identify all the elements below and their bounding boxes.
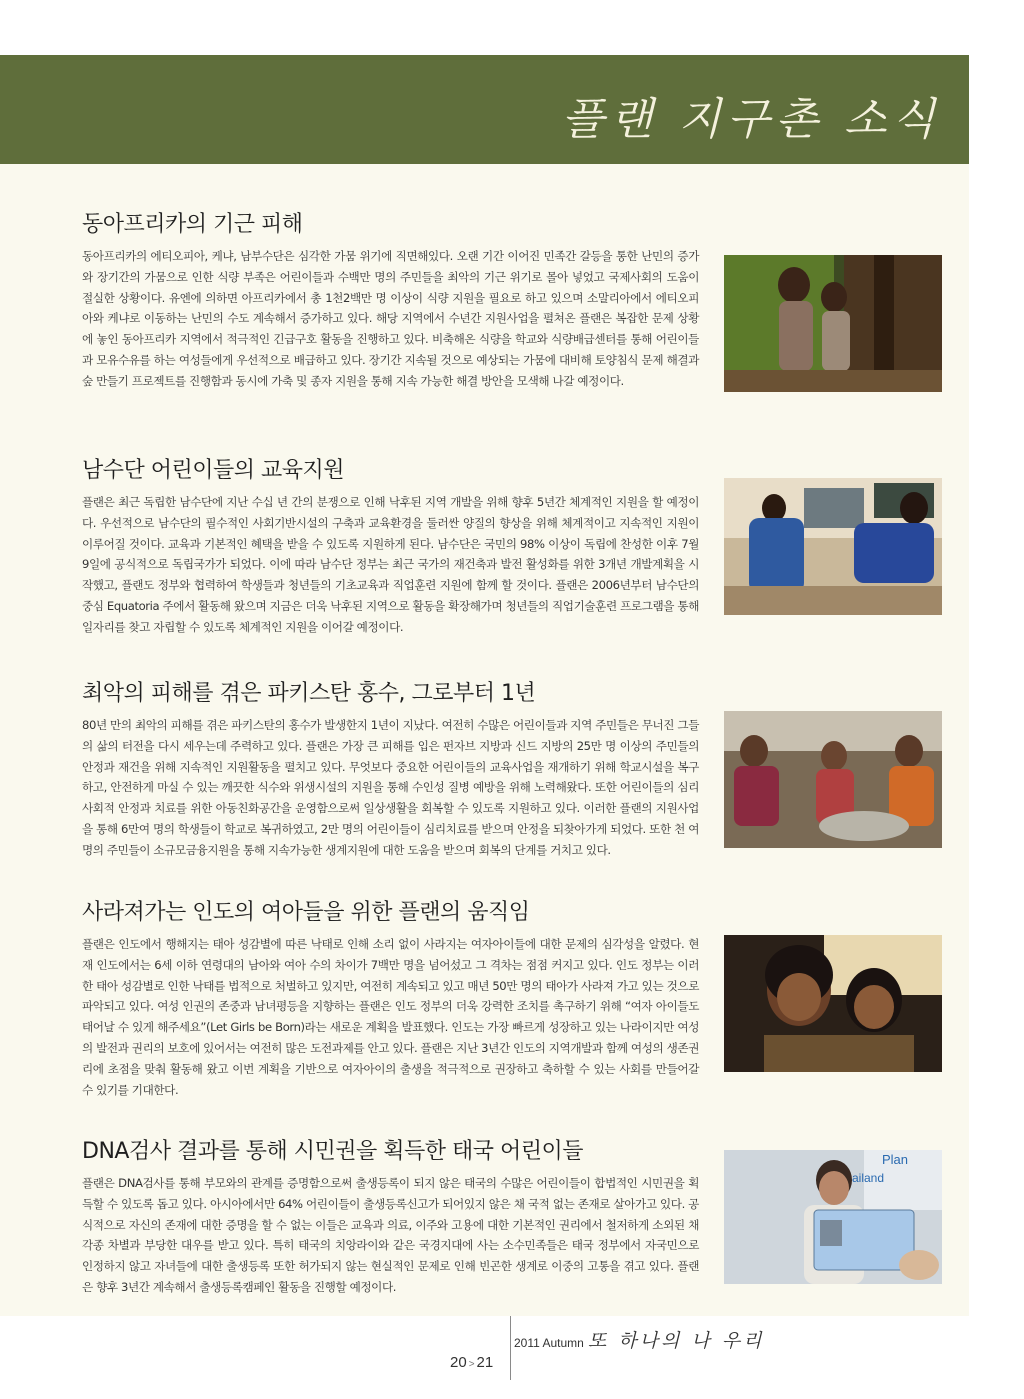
article-title: DNA검사 결과를 통해 시민권을 획득한 태국 어린이들 [82,1139,583,1164]
magazine-name: 또 하나의 나 우리 [587,1330,765,1352]
magazine-issue [514,1326,764,1353]
article-body: 80년 만의 최악의 피해를 겪은 파키스탄의 홍수가 발생한지 1년이 지났다. 여전히 수많은 어린이들과 지역 주민들은 무너진 그들의 삶의 터전을 다시 세우는데 주력하고 있다. 플랜은 가장 큰 피해를 입은 펀자브 지방과 신드 지방의 25만 명 이상의 주민들의 안정과 재건을 위해 지속적인 지원활동을 펼치고 있다. 무엇보다 중요한 어린이들의 교육사업을 재개하기 위해 학교시설을 복구하고, 안전하게 마실 수 있는 깨끗한 식수와 위생시설의 지원을 통해 수인성 질병 예방을 위해 노력해왔다. 또한 어린이들의 심리사회적 안정과 치료를 위한 아동친화공간을 운영함으로써 일상생활을 회복할 수 있도록 지원하고 있다. 이러한 플랜의 지원사업을 통해 6만여 명의 학생들이 학교로 복귀하였고, 2만 명의 어린이들이 심리치료를 받으며 안정을 되찾아가게 되었다. 또한 천 여 명의 주민들이 소규모금융지원을 통해 지속가능한 생계지원에 대한 도움을 받으며 회복의 단계를 거치고 있다. [82,718,699,857]
vocational-training-photo [724,478,942,615]
thailand-sign-text: ailand [852,1171,885,1185]
article-india-girls [82,895,942,1100]
footer-divider [510,1316,511,1380]
issue-label: 2011 Autumn [514,1336,584,1350]
article-thailand-dna [82,1134,942,1298]
article-east-africa [82,207,942,392]
children-group-photo [724,711,942,848]
article-title: 사라져가는 인도의 여아들을 위한 플랜의 움직임 [82,900,530,925]
header-band [0,55,969,164]
id-card-photo [724,1150,942,1284]
two-girls-photo [724,935,942,1072]
article-body: 동아프리카의 에티오피아, 케냐, 남부수단은 심각한 가뭄 위기에 직면해있다. 오랜 기간 이어진 민족간 갈등을 통한 난민의 증가와 장기간의 가뭄으로 인한 식량 부족은 어린이들과 수백만 명의 주민들을 최악의 기근 위기로 몰아 넣었고 국제사회의 도움이 절실한 상황이다. 유엔에 의하면 아프리카에서 총 1천2백만 명 이상이 식량 지원을 필요로 하고 있으며 소말리아에서 에티오피아와 케냐로 이동하는 난민의 수도 계속해서 증가하고 있다. 해당 지역에서 수년간 지원사업을 펼쳐온 플랜은 복잡한 문제 상황에 놓인 동아프리카 지역에서 적극적인 긴급구호 활동을 진행하고 있다. 비축해온 식량을 학교와 식량배급센터를 통해 어린이들과 모유수유를 하는 여성들에게 우선적으로 배급하고 있다. 장기간 지속될 것으로 예상되는 가뭄에 대비해 토양침식 문제 해결과 숲 만들기 프로젝트를 진행함과 동시에 가축 및 종자 지원을 통해 지속 가능한 해결 방안을 모색해 나갈 예정이다. [82,249,699,388]
article-body: 플랜은 최근 독립한 남수단에 지난 수십 년 간의 분쟁으로 인해 낙후된 지역 개발을 위해 향후 5년간 체계적인 지원을 할 예정이다. 우선적으로 남수단의 필수적인 사회기반시설의 구축과 교육환경을 둘러싼 양질의 향상을 위해 체계적이고 지속적인 지원이 이루어질 것이다. 교육과 기본적인 혜택을 받을 수 있도록 지원하게 된다. 남수단은 국민의 98% 이상이 독립에 찬성한 이후 7월9일에 공식적으로 독립국가가 되었다. 이에 따라 남수단 정부는 최근 국가의 재건축과 발전 활성화를 위한 3개년 개발계획을 시작했고, 플랜도 정부와 협력하여 학생들과 청년들의 기초교육과 직업훈련 지원에 함께 할 것이다. 플랜은 2006년부터 남수단의 중심 Equatoria 주에서 활동해 왔으며 지금은 더욱 낙후된 지역으로 활동을 확장해가며 청년들의 직업기술훈련 프로그램을 통해 일자리를 찾고 자립할 수 있도록 체계적인 지원을 이어갈 예정이다. [82,495,699,634]
page-right: 21 [476,1354,494,1371]
article-title: 남수단 어린이들의 교육지원 [82,458,345,483]
article-title: 동아프리카의 기근 피해 [82,212,303,237]
page-left: 20 [450,1354,467,1371]
plan-sign-text: Plan [882,1152,909,1167]
article-south-sudan [82,453,942,638]
article-pakistan-flood [82,676,942,861]
two-children-photo [724,255,942,392]
page-arrow: > [468,1359,475,1370]
article-body: 플랜은 DNA검사를 통해 부모와의 관계를 증명함으로써 출생등록이 되지 않은 태국의 수많은 어린이들이 합법적인 시민권을 획득할 수 있도록 돕고 있다. 아시아에서만 64% 어린이들이 출생등록신고가 되어있지 않은 채 국적 없는 존재로 살아가고 있다. 공식적으로 자신의 존재에 대한 증명을 할 수 없는 이들은 교육과 의료, 이주와 고용에 대한 기본적인 권리에서 철저하게 소외된 채 각종 차별과 부당한 대우를 받고 있다. 특히 태국의 치앙라이와 같은 국경지대에 사는 소수민족들은 태국 정부에서 자국민으로 인정하지 않고 자녀들에 대한 출생등록 또한 허가되지 않는 현실적인 문제로 인해 빈곤한 생계로 이중의 고통을 겪고 있다. 플랜은 향후 3년간 계속해서 출생등록캠페인 활동을 진행할 예정이다. [82,1176,699,1294]
page-numbers [450,1354,493,1371]
article-body: 플랜은 인도에서 행해지는 태아 성감별에 따른 낙태로 인해 소리 없이 사라지는 여자아이들에 대한 문제의 심각성을 알렸다. 현재 인도에서는 6세 이하 연령대의 남아와 여아 수의 차이가 7백만 명을 넘어섰고 그 격차는 점점 커지고 있다. 인도 정부는 이러한 태아 성감별로 인한 낙태를 법적으로 처벌하고 있지만, 여전히 계속되고 있고 매년 50만 명의 태아가 사라져 가고 있는 것으로 파악되고 있다. 여성 인권의 존중과 남녀평등을 지향하는 플랜은 인도 정부의 더욱 강력한 조치를 촉구하기 위해 “여자 아이들도 태어날 수 있게 해주세요”(Let Girls be Born)라는 새로운 계획을 발표했다. 인도는 가장 빠르게 성장하고 있는 나라이지만 여성의 발전과 권리의 보호에 있어서는 여전히 많은 도전과제를 안고 있다. 플랜은 지난 3년간 인도의 지역개발과 함께 여성의 생존권리에 초점을 맞춰 활동해 왔고 이번 계획을 기반으로 여자아이의 출생을 적극적으로 권장하고 축하할 수 있는 사회를 만들어갈 수 있기를 기대한다. [82,937,699,1097]
article-title: 최악의 피해를 겪은 파키스탄 홍수, 그로부터 1년 [82,681,536,706]
section-title: 플랜 지구촌 소식 [561,94,941,145]
